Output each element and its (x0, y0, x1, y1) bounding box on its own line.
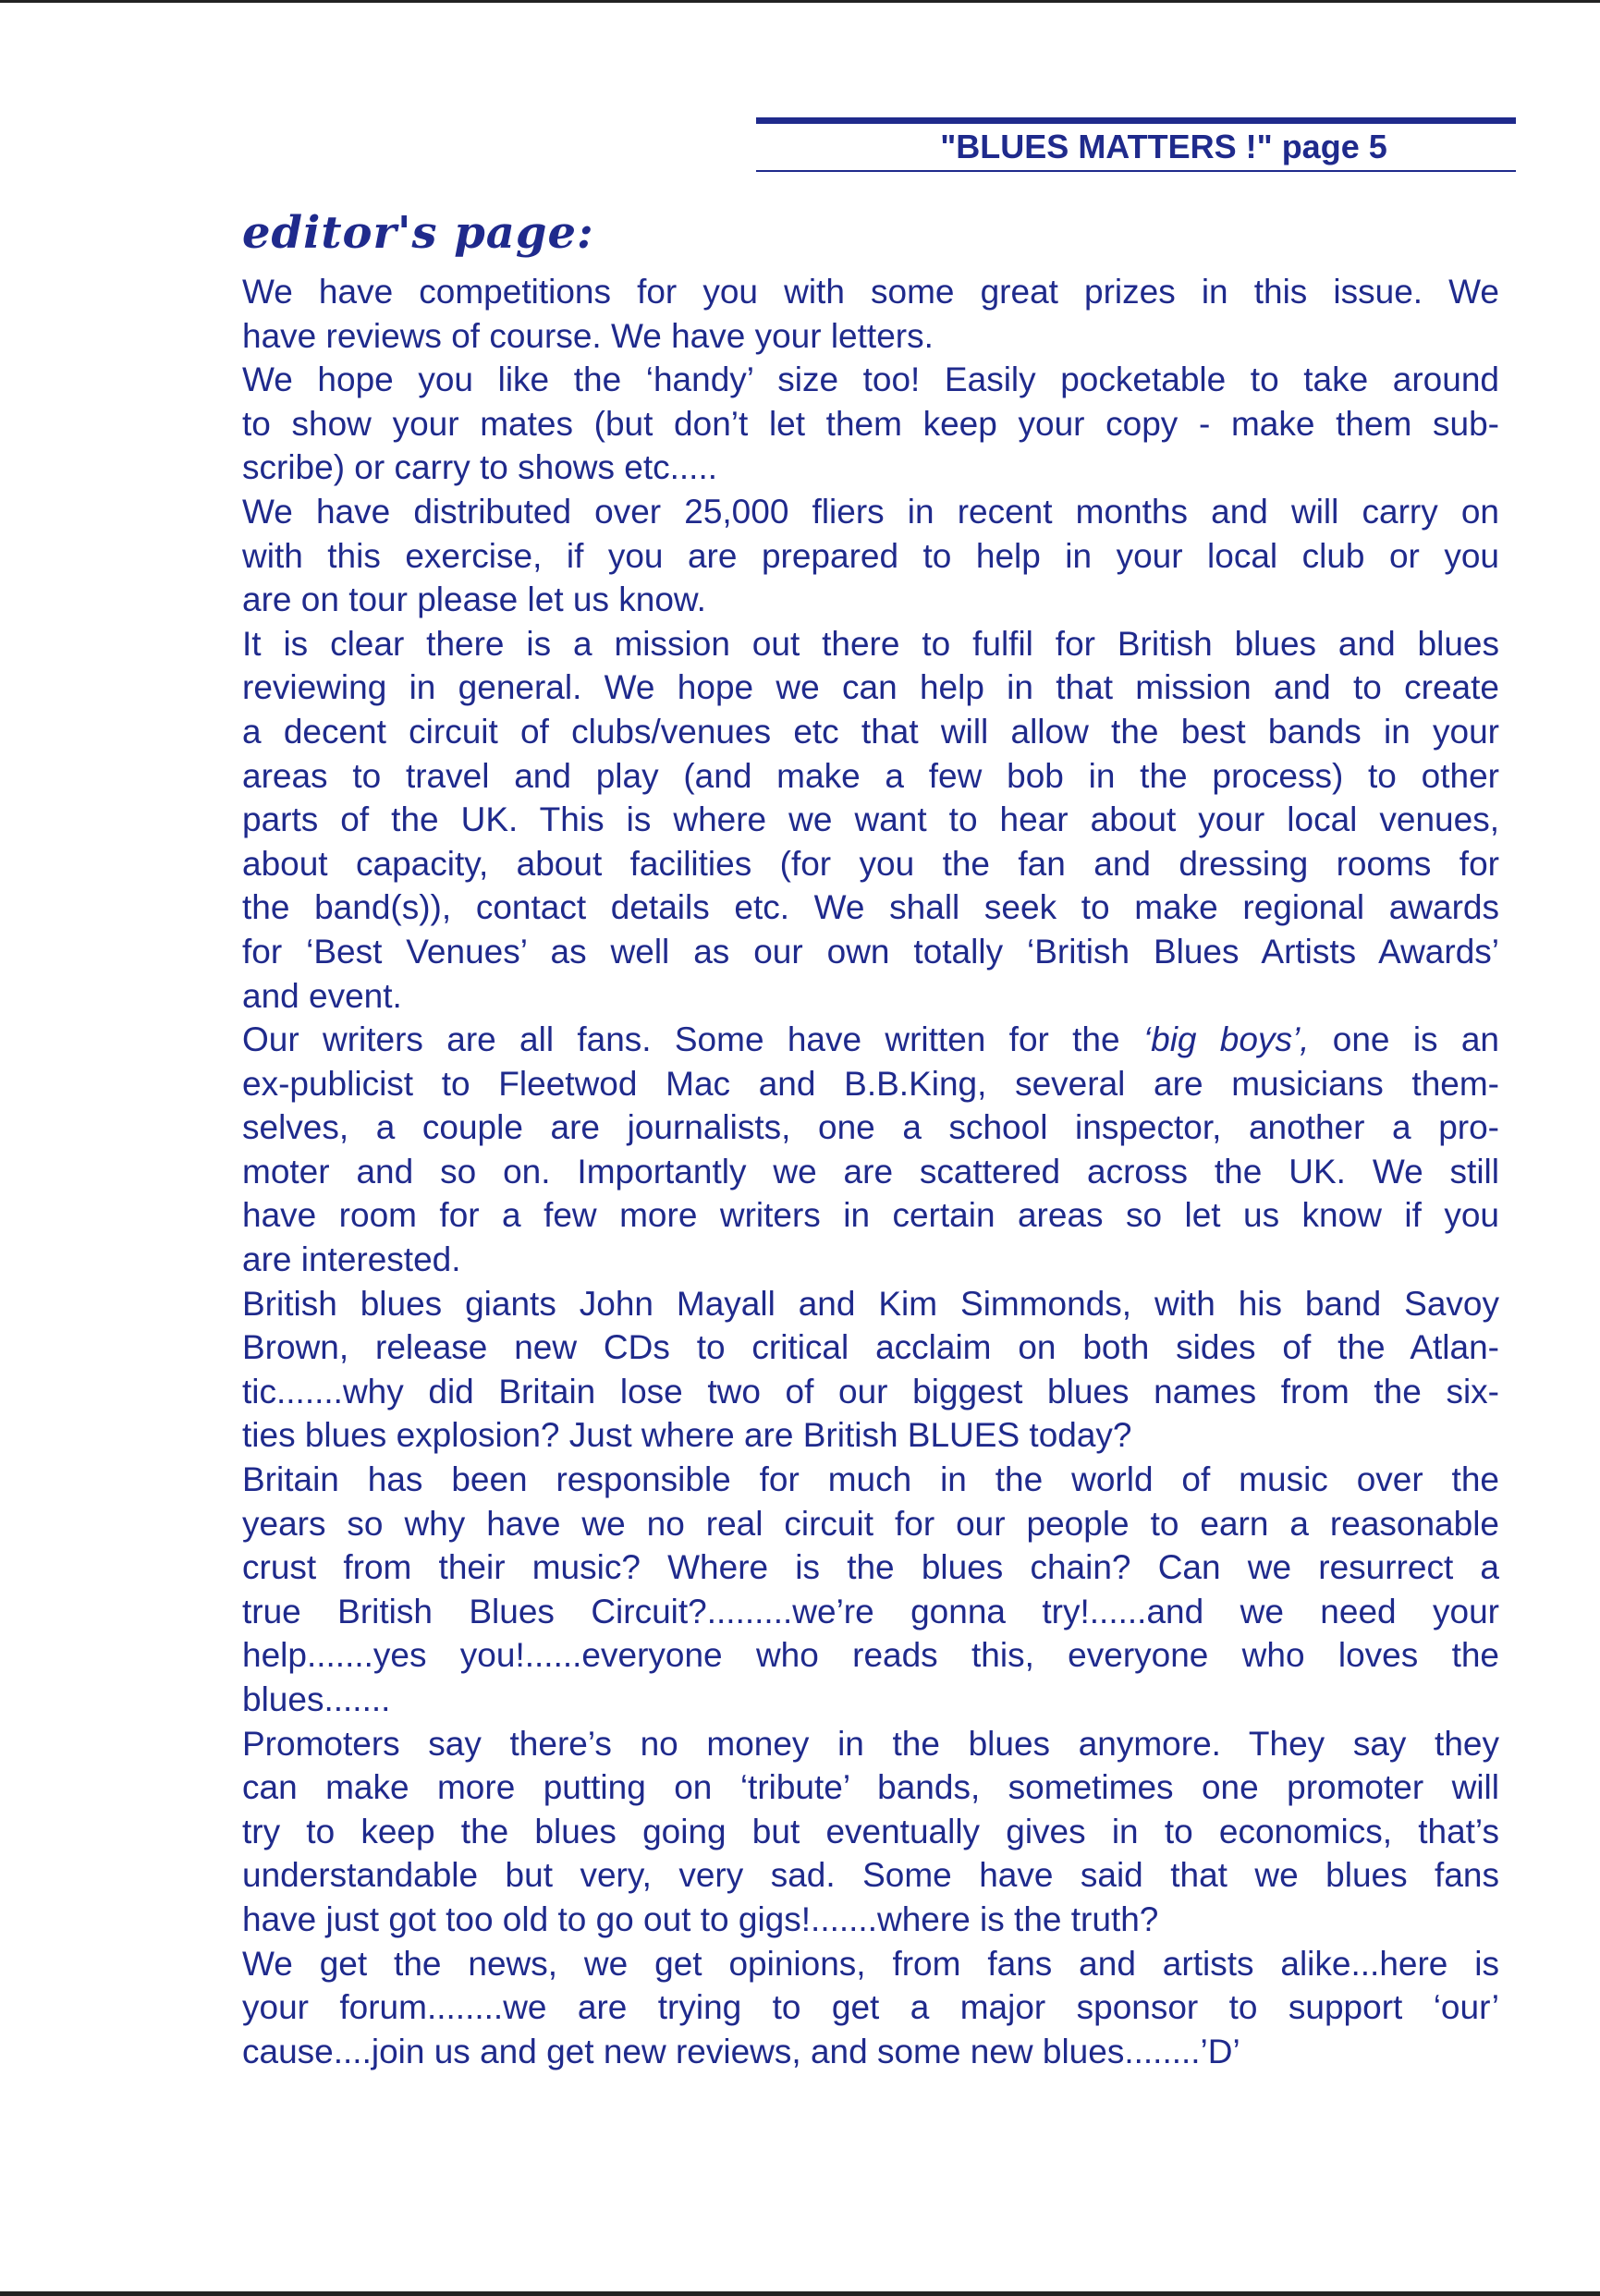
text-line: ex-publicist to Fleetwod Mac and B.B.King, several are musicians them- (242, 1064, 1499, 1103)
paragraph-9 (242, 1942, 1499, 2074)
text-line: help.......yes you!......everyone who reads this, everyone who loves the (242, 1636, 1499, 1675)
text-line: It is clear there is a mission out there to fulfil for British blues and blues (242, 624, 1499, 663)
page-top-edge (0, 0, 1600, 3)
paragraph-4 (242, 622, 1499, 1018)
text-line: have just got too old to go out to gigs!.......where is the truth? (242, 1899, 1159, 1938)
text-line: We have competitions for you with some great prizes in this issue. We (242, 273, 1499, 311)
header-title: "BLUES MATTERS !" page 5 (940, 128, 1387, 165)
text-line: scribe) or carry to shows etc..... (242, 448, 718, 487)
text-line (242, 1018, 1499, 1062)
text-line: have reviews of course. We have your letters. (242, 316, 934, 355)
text-line: for ‘Best Venues’ as well as our own totally ‘British Blues Artists Awards’ (242, 932, 1499, 971)
paragraph-7 (242, 1458, 1499, 1722)
text-line: We hope you like the ‘handy’ size too! Easily pocketable to take around (242, 360, 1499, 399)
text-line: Britain has been responsible for much in the world of music over the (242, 1460, 1499, 1499)
text-line: a decent circuit of clubs/venues etc that will allow the best bands in your (242, 712, 1499, 751)
text-line: crust from their music? Where is the blues chain? Can we resurrect a (242, 1548, 1499, 1587)
text-line: have room for a few more writers in certain areas so let us know if you (242, 1196, 1499, 1235)
text-segment: one is an (1309, 1020, 1500, 1059)
text-line: about capacity, about facilities (for you the fan and dressing rooms for (242, 844, 1499, 883)
text-line: the band(s)), contact details etc. We shall seek to make regional awards (242, 888, 1499, 927)
text-line: blues....... (242, 1680, 391, 1718)
paragraph-6 (242, 1282, 1499, 1458)
text-line: Promoters say there’s no money in the blues anymore. They say they (242, 1724, 1499, 1763)
header-rule-bottom (756, 170, 1516, 172)
text-line: We have distributed over 25,000 fliers in recent months and will carry on (242, 492, 1499, 531)
text-line: We get the news, we get opinions, from fans and artists alike...here is (242, 1944, 1499, 1983)
text-line: areas to travel and play (and make a few bob in the process) to other (242, 756, 1499, 795)
header-rule-top (756, 117, 1516, 124)
text-line: to show your mates (but don’t let them keep your copy - make them sub- (242, 404, 1499, 443)
paragraph-1 (242, 270, 1499, 358)
text-line: are on tour please let us know. (242, 580, 706, 619)
section-heading: editor's page: (242, 207, 594, 259)
running-header (756, 117, 1516, 172)
text-line: moter and so on. Importantly we are scattered across the UK. We still (242, 1152, 1499, 1191)
text-line: and event. (242, 976, 402, 1015)
text-line: British blues giants John Mayall and Kim Simmonds, with his band Savoy (242, 1284, 1499, 1323)
paragraph-3 (242, 490, 1499, 622)
article-body (242, 270, 1499, 2073)
text-line: tic.......why did Britain lose two of our biggest blues names from the six- (242, 1372, 1499, 1411)
text-line: selves, a couple are journalists, one a school inspector, another a pro- (242, 1108, 1499, 1147)
emphasis-big-boys: ‘big boys’, (1142, 1020, 1310, 1059)
text-line: parts of the UK. This is where we want to hear about your local venues, (242, 800, 1499, 839)
text-line: years so why have we no real circuit for our people to earn a reasonable (242, 1504, 1499, 1543)
paragraph-8 (242, 1722, 1499, 1942)
paragraph-2 (242, 358, 1499, 490)
text-line: can make more putting on ‘tribute’ bands, sometimes one promoter will (242, 1768, 1499, 1807)
text-line: understandable but very, very sad. Some have said that we blues fans (242, 1856, 1499, 1895)
page-bottom-edge (0, 2291, 1600, 2296)
text-line: reviewing in general. We hope we can help in that mission and to create (242, 668, 1499, 707)
text-line: cause....join us and get new reviews, and some new blues........’D’ (242, 2032, 1240, 2070)
text-line: try to keep the blues going but eventually gives in to economics, that’s (242, 1812, 1499, 1850)
text-line: true British Blues Circuit?.........we’re gonna try!......and we need your (242, 1592, 1499, 1630)
text-line: ties blues explosion? Just where are British BLUES today? (242, 1416, 1132, 1455)
text-line: with this exercise, if you are prepared to help in your local club or you (242, 536, 1499, 575)
paragraph-5 (242, 1018, 1499, 1282)
text-line: your forum........we are trying to get a major sponsor to support ‘our’ (242, 1988, 1499, 2027)
text-line: are interested. (242, 1240, 461, 1279)
text-segment: Our writers are all fans. Some have written for the (242, 1020, 1143, 1059)
text-line: Brown, release new CDs to critical acclaim on both sides of the Atlan- (242, 1328, 1499, 1367)
